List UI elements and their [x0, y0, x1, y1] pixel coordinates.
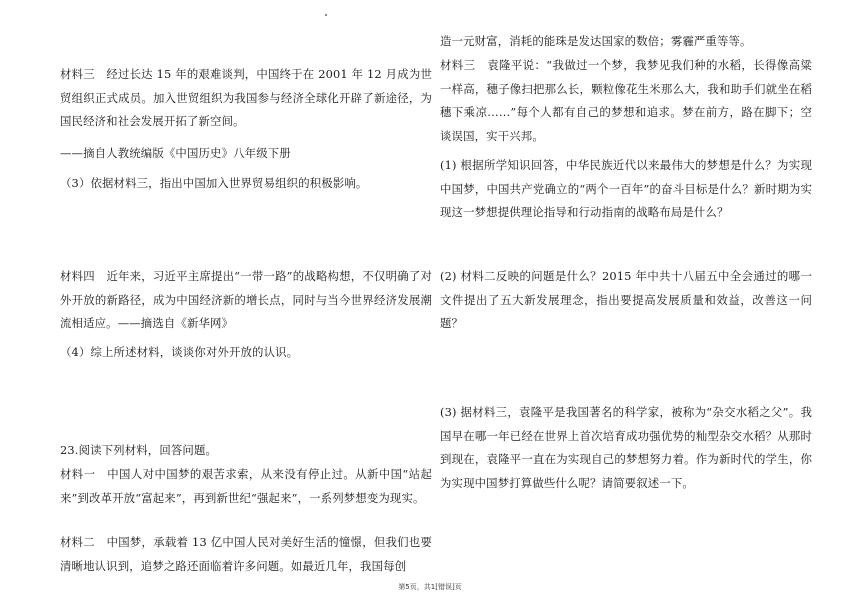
r-question-1: (1) 根据所学知识回答，中华民族近代以来最伟大的梦想是什么？为实现中国梦，中国共产党确立的“两个一百年”的奋斗目标是什么？新时期为实现这一梦想提供理论指导和行动指南的战略布局是什么？	[440, 158, 812, 219]
question-4-block	[60, 341, 432, 365]
material-3-paragraph: 材料三 经过长达 15 年的艰难谈判，中国终于在 2001 年 12 月成为世贸组织正式成员。加入世贸组织为我国参与经济全球化开辟了新途径，为国民经济和社会发展开拓了新空间。	[60, 67, 432, 128]
r-question-3-block	[440, 401, 812, 495]
q23-material-1: 材料一 中国人对中国梦的艰苦求索，从来没有停止过。从新中国“站起来”到改革开放“富起来”，再到新世纪“强起来”，一系列梦想变为现实。	[60, 467, 432, 505]
r-material-3-block	[440, 54, 812, 148]
page-footer: 第5页，共1[错误]页	[398, 583, 462, 591]
r-question-2: (2) 材料二反映的问题是什么？2015 年中共十八届五中全会通过的哪一文件提出了五大新发展理念，指出要提高发展质量和效益，改善这一问题？	[440, 269, 812, 330]
question-4: （4）综上所述材料，谈谈你对外开放的认识。	[60, 345, 299, 359]
q23-material-2-block	[60, 531, 432, 578]
question-3: （3）依据材料三，指出中国加入世界贸易组织的积极影响。	[60, 176, 368, 190]
q23-material-2-start: 材料二 中国梦，承载着 13 亿中国人民对美好生活的憧憬，但我们也要清晰地认识到，追梦之路还面临着许多问题。如最近几年，我国每创	[60, 535, 432, 573]
material-3-block	[60, 63, 432, 134]
question-23-title: 23.阅读下列材料，回答问题。	[60, 443, 218, 457]
left-column	[60, 0, 432, 608]
material-3-source: ——摘自人教统编版《中国历史》八年级下册	[60, 146, 291, 160]
material-4-paragraph: 材料四 近年来，习近平主席提出“一带一路”的战略构想，不仅明确了对外开放的新路径，成为中国经济新的增长点，同时与当今世界经济发展潮流相适应。——摘选自《新华网》	[60, 269, 432, 330]
question-3-block	[60, 172, 432, 196]
r-question-1-block	[440, 154, 812, 225]
material-2-continued-block	[440, 30, 812, 54]
material-2-continued: 造一元财富，消耗的能珠是发达国家的数倍；雾霾严重等等。	[440, 34, 752, 48]
right-column	[440, 0, 812, 608]
r-material-3-paragraph: 材料三 袁隆平说：“我做过一个梦，我梦见我们种的水稻，长得像高粱一样高，穗子像扫把那么长，颗粒像花生米那么大，我和助手们就坐在稻穗下乘凉……”每个人都有自己的梦想和追求。梦在前方，路在脚下；空谈误国，实干兴邦。	[440, 58, 812, 143]
material-3-source-block	[60, 142, 432, 166]
question-23-title-block	[60, 439, 432, 463]
material-4-block	[60, 265, 432, 336]
q23-material-1-block	[60, 463, 432, 510]
r-question-2-block	[440, 265, 812, 336]
r-question-3: (3) 据材料三，袁隆平是我国著名的科学家，被称为“杂交水稻之父”。我国早在哪一年已经在世界上首次培育成功强优势的籼型杂交水稻？从那时到现在，袁隆平一直在为实现自己的梦想努力着。作为新时代的学生，你为实现中国梦打算做些什么呢？请简要叙述一下。	[440, 405, 812, 490]
